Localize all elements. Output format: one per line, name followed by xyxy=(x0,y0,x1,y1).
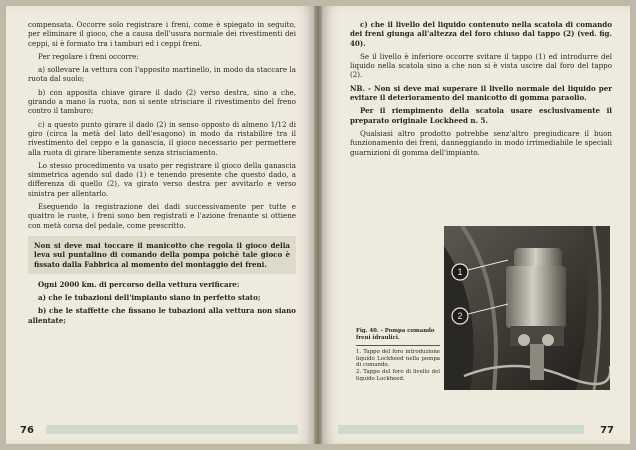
figure-caption xyxy=(356,328,440,382)
paragraph: compensata. Occorre solo registrare i freni, come è spiegato in seguito, per eliminare il gioco, che a causa dell'usura normale dei rivestimenti dei ceppi, si è formato tra i tamburi ed i ceppi freni. xyxy=(28,20,296,48)
right-text-column xyxy=(350,20,612,161)
figure-legend-item: 1. Tappo del foro introduzione liquido Lockheed nella pompa di comando. xyxy=(356,349,440,369)
paragraph: Qualsiasi altro prodotto potrebbe senz'altro pregiudicare il buon funzionamento dei freni, danneggiando in modo irrimediabile le speciali guarnizioni di gomma dell'impianto. xyxy=(350,128,612,157)
page-number: 77 xyxy=(600,425,614,436)
page-footer-bar xyxy=(46,425,298,434)
paragraph: a) sollevare la vettura con l'apposito martinello, in modo da staccare la ruota dal suolo; xyxy=(28,65,296,84)
figure-legend-item: 2. Tappo del foro di livello del liquido Lockheed. xyxy=(356,368,440,382)
warning-note-box xyxy=(28,236,296,274)
paragraph: c) a questo punto girare il dado (2) in senso opposto di almeno 1/12 di giro (circa la metà del lato dell'esagono) in modo da ristabilire tra il rivestimento del ceppo e la ganascia, il gioco necessario per permettere alla ruota di girare liberamente senza strisciamento. xyxy=(28,119,296,157)
paragraph: Lo stesso procedimento va usato per registrare il gioco della ganascia simmetrica agendo sul dado (1) e tenendo presente che questo dado, a differenza di quello (2), va girato verso destra per avvitarlo e verso sinistra per allentarlo. xyxy=(28,160,296,198)
callout-label-1: 1 xyxy=(457,267,463,277)
left-text-column xyxy=(28,20,296,329)
nb-paragraph: NB. - Non si deve mai superare il livello normale del liquido per evitare il deterioramento del manicotto di gomma paraolio. xyxy=(350,83,612,103)
page-footer-bar xyxy=(338,425,584,434)
warning-note-text: Non si deve mai toccare il manicotto che regola il gioco della leva sul puntalino di comando della pompa poichè tale gioco è fissato dalla Fabbrica al momento del montaggio dei freni. xyxy=(34,240,290,269)
page-number: 76 xyxy=(20,425,34,436)
check-item: b) che le staffette che fissano le tubazioni alla vettura non siano allentate; xyxy=(28,306,296,325)
brake-pump-illustration xyxy=(444,226,610,390)
paragraph: b) con apposita chiave girare il dado (2) verso destra, sino a che, girando a mano la ruota, non si sente strisciare il rivestimento del freno contro il tamburo; xyxy=(28,87,296,116)
paragraph: c) che il livello del liquido contenuto nella scatola di comando dei freni giunga all'altezza del foro chiuso dal tappo (2) (ved. fig. 40). xyxy=(350,20,612,48)
book-gutter xyxy=(314,6,322,444)
check-heading: Ogni 2000 km. di percorso della vettura verificare: xyxy=(38,279,240,289)
paragraph: Per regolare i freni occorre: xyxy=(38,51,139,61)
figure-title: Fig. 40. - Pompa comando freni idraulici. xyxy=(356,328,435,341)
caption-divider xyxy=(356,345,440,346)
paragraph: Se il livello è inferiore occorre svitare il tappo (1) ed introdurre del liquido nella scatola sino a che non si è vista uscire dal foro del tappo (2). xyxy=(350,51,612,80)
paragraph: Per il riempimento della scatola usare esclusivamente il preparato originale Lockheed n. 5. xyxy=(350,106,612,125)
right-page xyxy=(322,6,630,444)
callout-label-2: 2 xyxy=(457,311,463,321)
left-page xyxy=(6,6,314,444)
check-item: a) che le tubazioni dell'impianto siano in perfetto stato; xyxy=(38,293,261,303)
paragraph: Eseguendo la registrazione dei dadi successivamente per tutte e quattro le ruote, i freni sono ben registrati e l'azione frenante si ottiene con metà corsa del pedale, come prescritto. xyxy=(28,202,296,230)
brake-pump-photo xyxy=(444,226,610,390)
